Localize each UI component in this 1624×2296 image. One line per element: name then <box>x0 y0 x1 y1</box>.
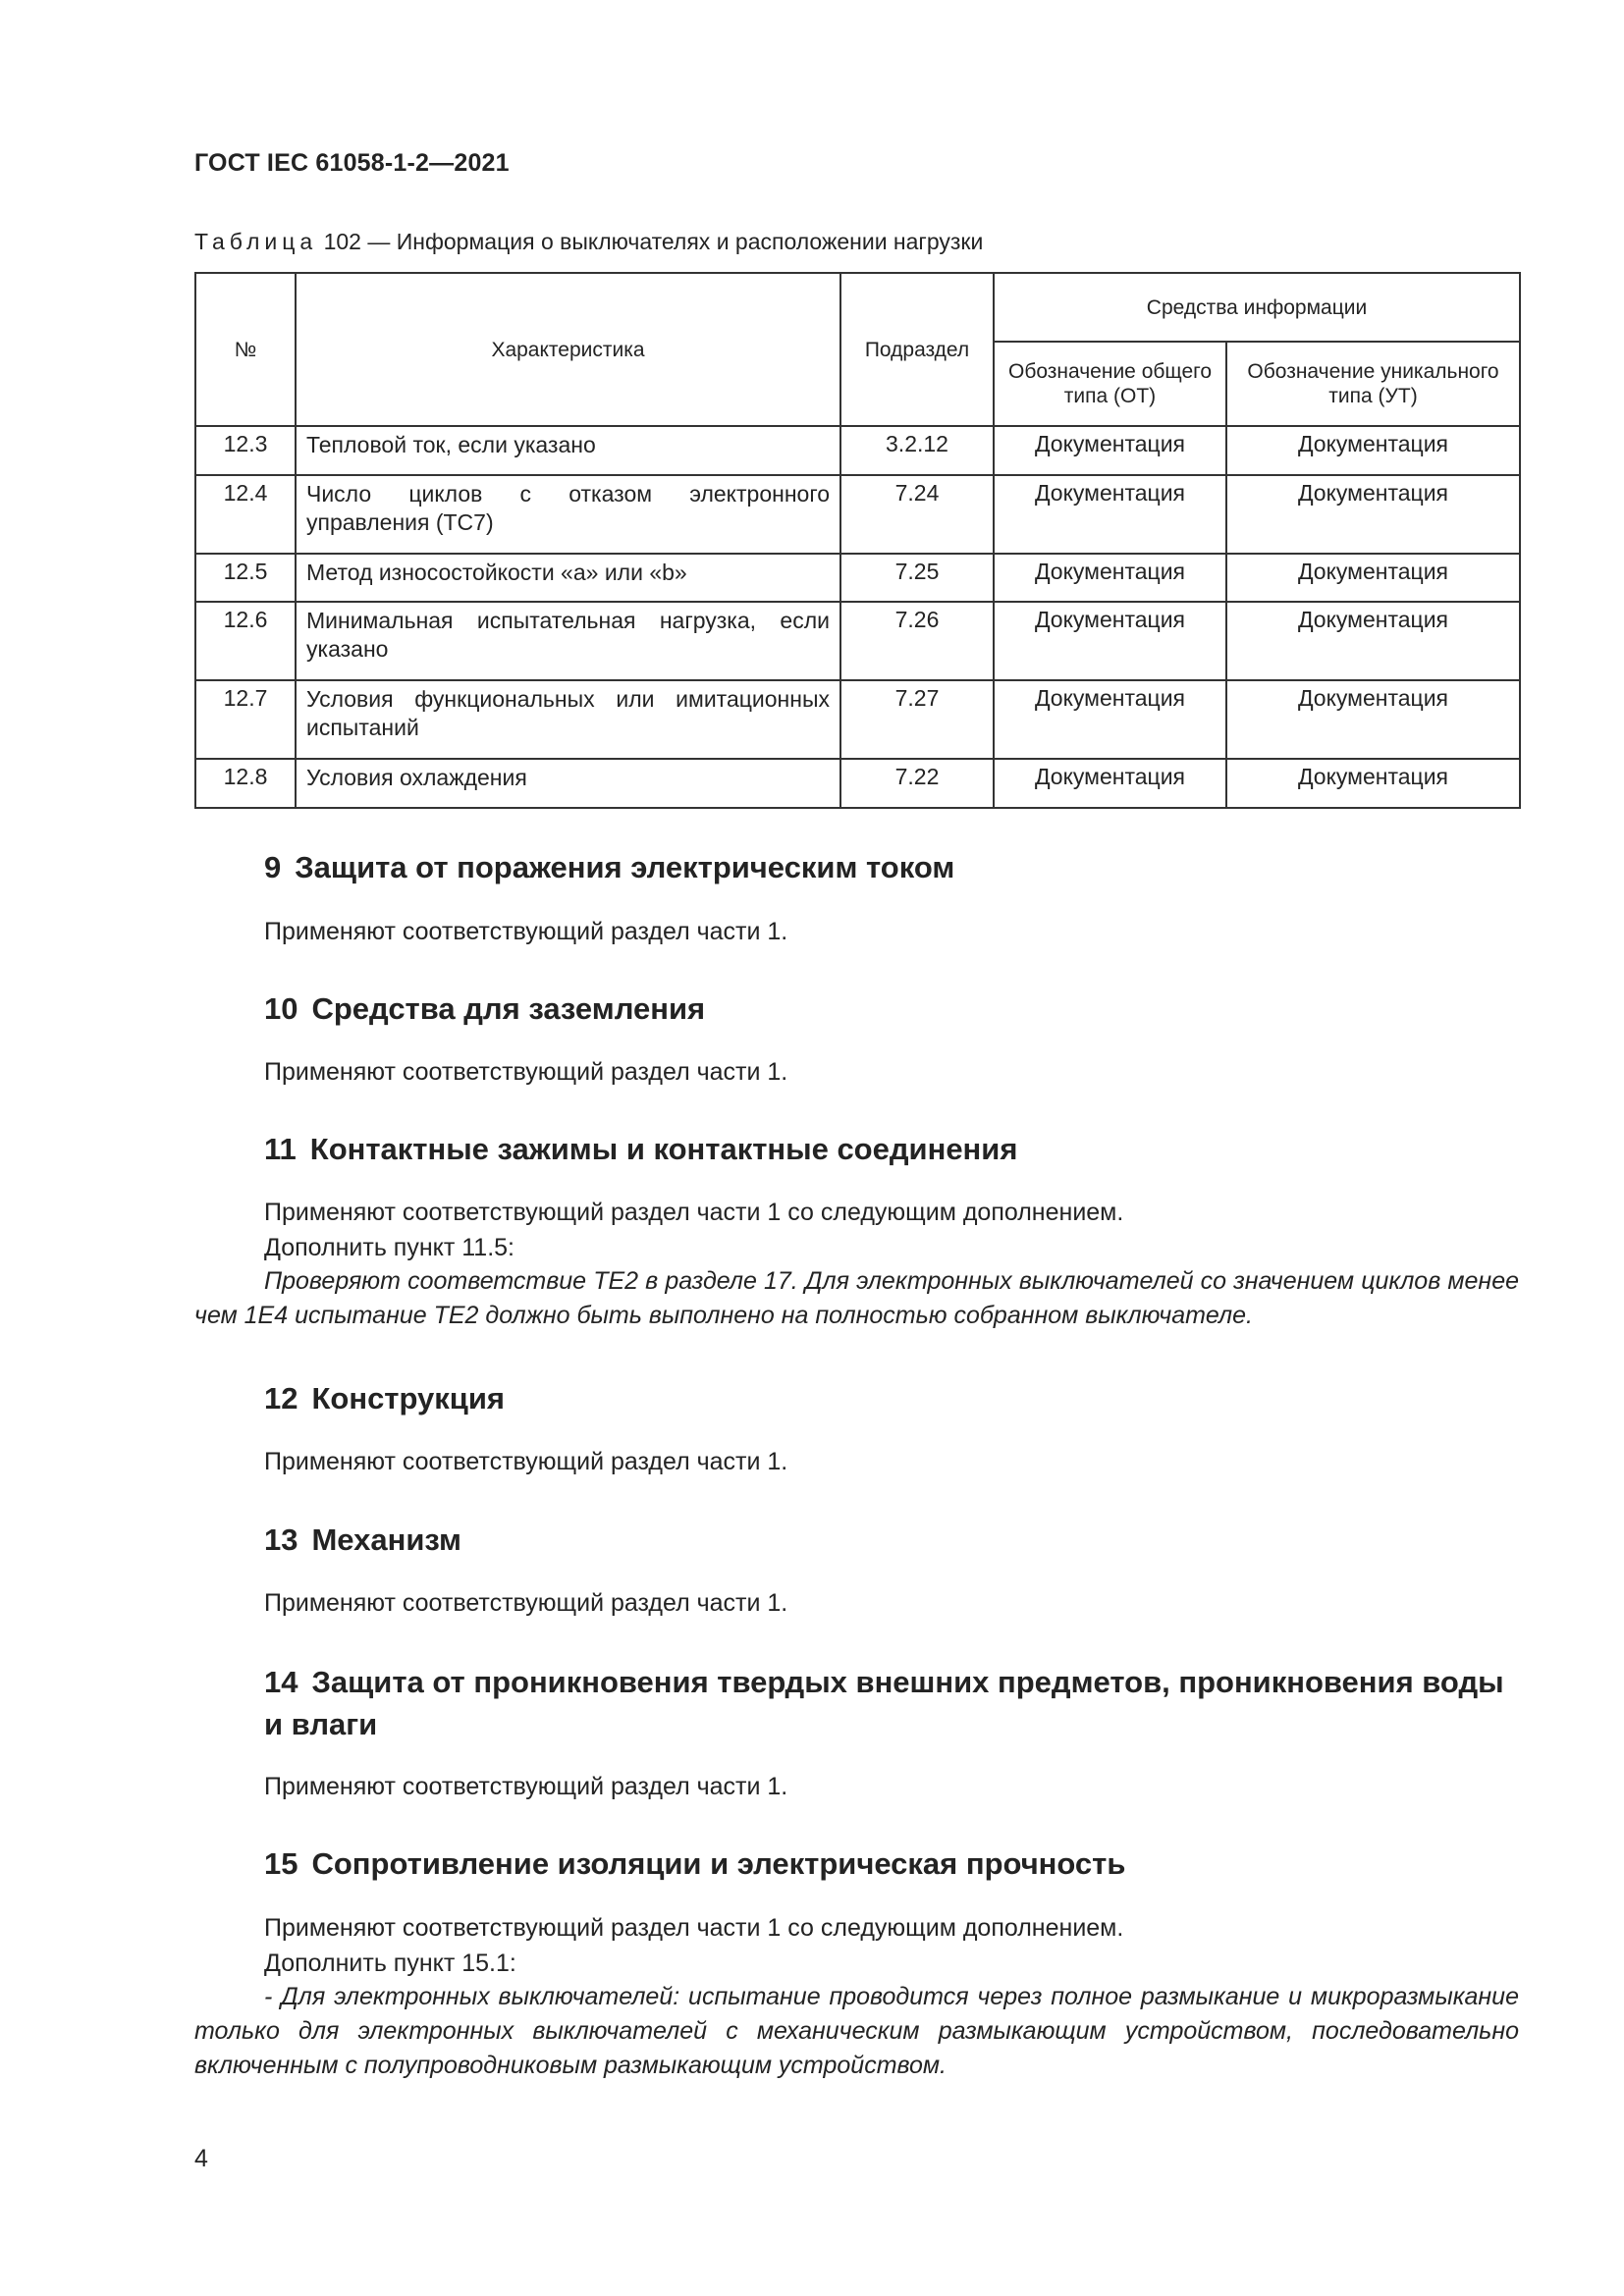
cell-ot: Документация <box>994 602 1226 680</box>
cell-ot: Документация <box>994 680 1226 759</box>
table-row <box>195 602 1520 680</box>
document-header: ГОСТ IEC 61058-1-2—2021 <box>194 149 510 177</box>
header-ut: Обозначение уникального типа (УТ) <box>1226 342 1520 426</box>
cell-characteristic: Минимальная испытательная нагрузка, если указано <box>296 602 840 680</box>
header-characteristic: Характеристика <box>296 273 840 426</box>
cell-ot: Документация <box>994 554 1226 602</box>
section-9-text: Применяют соответствующий раздел части 1. <box>264 918 788 945</box>
cell-subsection: 7.22 <box>840 759 994 808</box>
cell-subsection: 7.27 <box>840 680 994 759</box>
section-14-text: Применяют соответствующий раздел части 1. <box>264 1773 788 1800</box>
section-13-text: Применяют соответствующий раздел части 1. <box>264 1589 788 1617</box>
table-row <box>195 680 1520 759</box>
cell-ot: Документация <box>994 759 1226 808</box>
cell-ut: Документация <box>1226 475 1520 554</box>
section-title: Защита от проникновения твердых внешних предметов, проникновения воды и влаги <box>264 1665 1504 1741</box>
info-table <box>194 272 1521 809</box>
section-title: Защита от поражения электрическим током <box>295 850 955 884</box>
section-title: Конструкция <box>311 1381 505 1415</box>
section-11-heading <box>264 1128 1521 1170</box>
section-number: 10 <box>264 991 298 1026</box>
cell-subsection: 7.24 <box>840 475 994 554</box>
table-caption-prefix: Таблица <box>194 229 318 254</box>
section-number: 12 <box>264 1381 298 1415</box>
section-number: 13 <box>264 1522 298 1557</box>
section-14-heading <box>264 1661 1521 1745</box>
cell-characteristic: Условия функциональных или имитационных испытаний <box>296 680 840 759</box>
cell-characteristic: Условия охлаждения <box>296 759 840 808</box>
section-number: 9 <box>264 850 282 884</box>
table-caption <box>194 229 983 255</box>
table-header-row <box>195 273 1520 342</box>
section-10-text: Применяют соответствующий раздел части 1. <box>264 1058 788 1086</box>
table-row <box>195 475 1520 554</box>
table-caption-text: 102 — Информация о выключателях и расположении нагрузки <box>317 229 984 254</box>
cell-ut: Документация <box>1226 759 1520 808</box>
section-11-addition: Дополнить пункт 11.5: <box>264 1234 514 1261</box>
cell-characteristic: Тепловой ток, если указано <box>296 426 840 475</box>
header-means: Средства информации <box>994 273 1520 342</box>
section-9-heading <box>264 846 1521 888</box>
cell-num: 12.4 <box>195 475 296 554</box>
section-title: Сопротивление изоляции и электрическая прочность <box>311 1846 1126 1881</box>
cell-subsection: 3.2.12 <box>840 426 994 475</box>
table-row <box>195 759 1520 808</box>
cell-num: 12.8 <box>195 759 296 808</box>
section-number: 15 <box>264 1846 298 1881</box>
cell-ut: Документация <box>1226 680 1520 759</box>
section-number: 11 <box>264 1132 297 1166</box>
cell-ut: Документация <box>1226 426 1520 475</box>
cell-subsection: 7.25 <box>840 554 994 602</box>
section-10-heading <box>264 988 1521 1030</box>
section-13-heading <box>264 1519 1521 1561</box>
section-title: Контактные зажимы и контактные соединения <box>309 1132 1018 1166</box>
cell-ut: Документация <box>1226 602 1520 680</box>
table-row <box>195 554 1520 602</box>
cell-subsection: 7.26 <box>840 602 994 680</box>
cell-ot: Документация <box>994 426 1226 475</box>
section-11-text: Применяют соответствующий раздел части 1 со следующим дополнением. <box>264 1199 1124 1226</box>
page-number: 4 <box>194 2145 208 2172</box>
section-number: 14 <box>264 1665 298 1699</box>
cell-characteristic: Число циклов с отказом электронного управления (TC7) <box>296 475 840 554</box>
cell-characteristic: Метод износостойкости «а» или «b» <box>296 554 840 602</box>
cell-num: 12.6 <box>195 602 296 680</box>
header-ot: Обозначение общего типа (ОТ) <box>994 342 1226 426</box>
header-subsection: Подраздел <box>840 273 994 426</box>
section-15-addition: Дополнить пункт 15.1: <box>264 1949 516 1977</box>
cell-ot: Документация <box>994 475 1226 554</box>
section-title: Механизм <box>311 1522 461 1557</box>
section-15-text: Применяют соответствующий раздел части 1 со следующим дополнением. <box>264 1914 1124 1942</box>
section-title: Средства для заземления <box>311 991 706 1026</box>
section-12-heading <box>264 1377 1521 1419</box>
cell-num: 12.3 <box>195 426 296 475</box>
section-15-italic: - Для электронных выключателей: испытание проводится через полное размыкание и микроразмыкание только для электронных выключателей с механическим размыкающим устройством, последовательно включенным с полупроводниковым размыкающим устройством. <box>194 1983 1519 2079</box>
section-12-text: Применяют соответствующий раздел части 1. <box>264 1448 788 1475</box>
section-15-heading <box>264 1842 1521 1885</box>
cell-num: 12.7 <box>195 680 296 759</box>
cell-ut: Документация <box>1226 554 1520 602</box>
section-11-italic: Проверяют соответствие TE2 в разделе 17. Для электронных выключателей со значением циклов менее чем 1E4 испытание TE2 должно быть выполнено на полностью собранном выключателе. <box>194 1267 1519 1329</box>
table-row <box>195 426 1520 475</box>
header-num: № <box>195 273 296 426</box>
cell-num: 12.5 <box>195 554 296 602</box>
